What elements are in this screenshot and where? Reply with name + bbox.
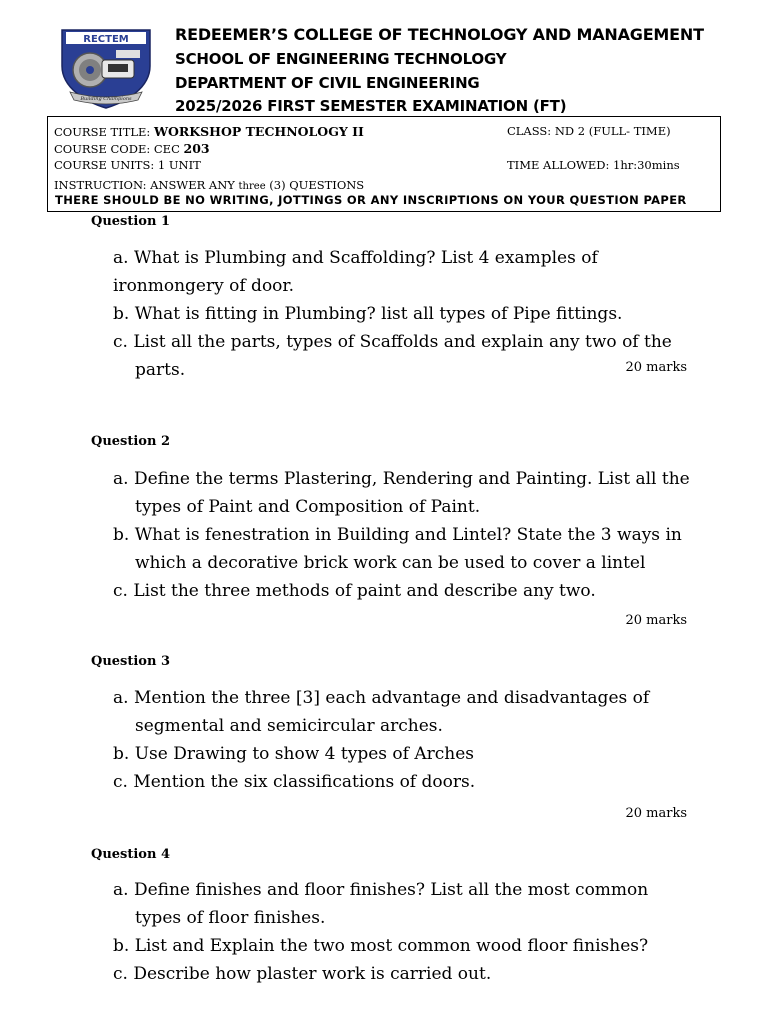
college-logo <box>56 26 156 110</box>
question-2-item-a: a. Define the terms Plastering, Rendering and Painting. List all the types of Paint and Composition of Paint. <box>113 469 690 517</box>
question-1-item-c: c. List all the parts, types of Scaffolds and explain any two of the parts. <box>113 332 672 380</box>
question-2-title: Question 2 <box>91 434 171 449</box>
question-1-title: Question 1 <box>91 214 171 229</box>
question-2-item-b: b. What is fenestration in Building and Lintel? State the 3 ways in which a decorative brick work can be used to cover a lintel <box>113 525 682 573</box>
question-4-item-a: a. Define finishes and floor finishes? List all the most common types of floor finishes. <box>113 880 649 928</box>
question-3-marks: 20 marks <box>625 806 687 821</box>
question-2-marks: 20 marks <box>625 613 687 628</box>
course-info-box <box>47 116 721 212</box>
school-name: SCHOOL OF ENGINEERING TECHNOLOGY <box>175 50 507 68</box>
question-3-title: Question 3 <box>91 654 171 669</box>
question-1-marks: 20 marks <box>625 360 687 375</box>
instruction: INSTRUCTION: ANSWER ANY three (3) QUESTIONS <box>54 178 365 192</box>
course-title: COURSE TITLE: WORKSHOP TECHNOLOGY II <box>54 124 364 139</box>
exam-title: 2025/2026 FIRST SEMESTER EXAMINATION (FT) <box>175 97 567 115</box>
question-4-item-c: c. Describe how plaster work is carried out. <box>113 964 492 984</box>
question-1-item-b: b. What is fitting in Plumbing? list all types of Pipe fittings. <box>113 304 623 324</box>
question-4-item-b: b. List and Explain the two most common wood floor finishes? <box>113 936 649 956</box>
question-3-item-c: c. Mention the six classifications of doors. <box>113 772 476 792</box>
question-4-title: Question 4 <box>91 847 171 862</box>
question-3-item-b: b. Use Drawing to show 4 types of Arches <box>113 744 474 764</box>
question-3-item-a: a. Mention the three [3] each advantage and disadvantages of segmental and semicircular arches. <box>113 688 650 736</box>
course-code-value: 203 <box>183 141 210 156</box>
rectem-crest-icon <box>56 26 156 110</box>
course-title-value: WORKSHOP TECHNOLOGY II <box>153 124 364 139</box>
course-code: COURSE CODE: CEC 203 <box>54 141 210 156</box>
question-2-item-c: c. List the three methods of paint and describe any two. <box>113 581 596 601</box>
time-allowed: TIME ALLOWED: 1hr:30mins <box>507 158 680 172</box>
logo-ribbon-text: Building Champions <box>80 96 132 102</box>
warning-notice: THERE SHOULD BE NO WRITING, JOTTINGS OR ANY INSCRIPTIONS ON YOUR QUESTION PAPER <box>55 193 687 207</box>
logo-banner-text: RECTEM <box>83 34 129 45</box>
department-name: DEPARTMENT OF CIVIL ENGINEERING <box>175 74 480 92</box>
course-units: COURSE UNITS: 1 UNIT <box>54 158 201 172</box>
college-name: REDEEMER’S COLLEGE OF TECHNOLOGY AND MANAGEMENT <box>175 25 704 44</box>
class-info: CLASS: ND 2 (FULL- TIME) <box>507 124 671 138</box>
question-1-item-a: a. What is Plumbing and Scaffolding? List 4 examples of ironmongery of door. <box>113 248 598 296</box>
